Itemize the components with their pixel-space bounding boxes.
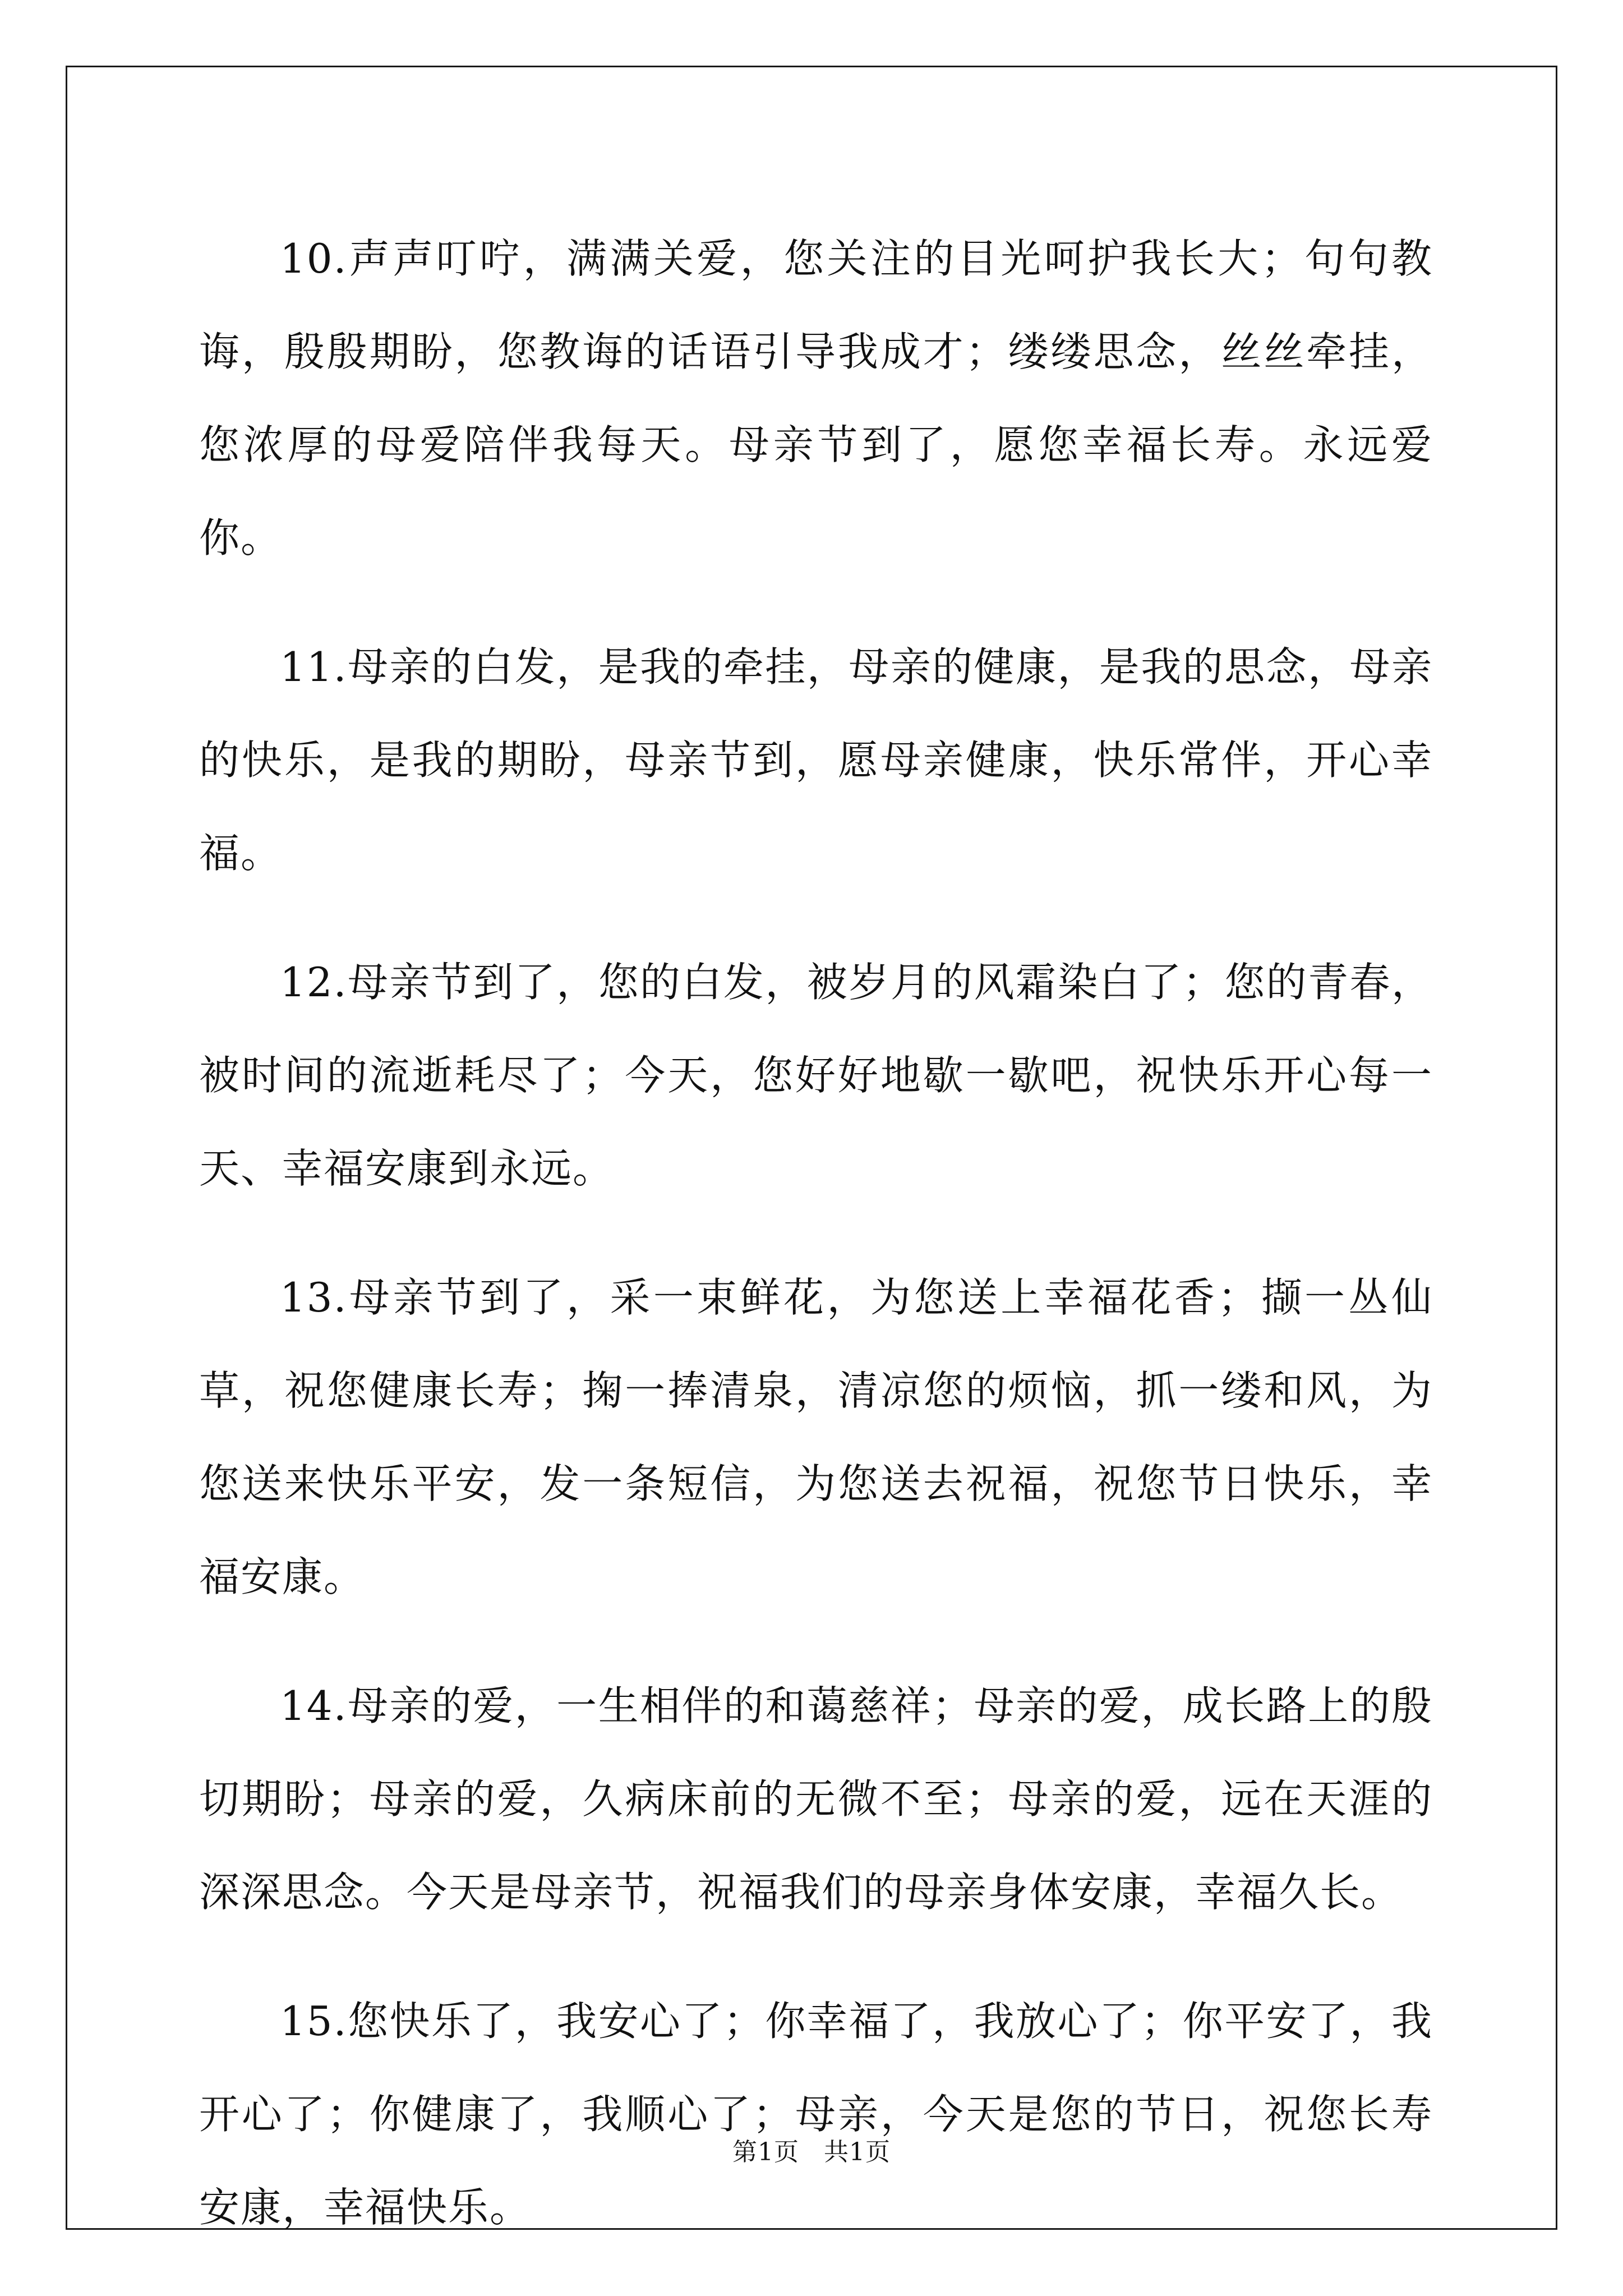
page-number-total: 共1页 <box>824 2138 891 2166</box>
paragraph-11: 11.母亲的白发，是我的牵挂，母亲的健康，是我的思念，母亲的快乐，是我的期盼，母亲节到，愿母亲健康，快乐常伴，开心幸福。 <box>199 643 1433 877</box>
page-number-current: 第1页 <box>732 2138 799 2166</box>
paragraph-14: 14.母亲的爱，一生相伴的和蔼慈祥；母亲的爱，成长路上的殷切期盼；母亲的爱，久病床前的无微不至；母亲的爱，远在天涯的深深思念。今天是母亲节，祝福我们的母亲身体安康，幸福久长。 <box>199 1682 1433 1916</box>
document-body <box>199 212 1433 2290</box>
paragraph-15: 15.您快乐了，我安心了；你幸福了，我放心了；你平安了，我开心了；你健康了，我顺心了；母亲，今天是您的节日，祝您长寿安康，幸福快乐。 <box>199 1998 1433 2231</box>
paragraph-13: 13.母亲节到了，采一束鲜花，为您送上幸福花香；撷一丛仙草，祝您健康长寿；掬一捧清泉，清凉您的烦恼，抓一缕和风，为您送来快乐平安，发一条短信，为您送去祝福，祝您节日快乐，幸福安康。 <box>199 1274 1433 1600</box>
paragraph-10: 10.声声叮咛，满满关爱，您关注的目光呵护我长大；句句教诲，殷殷期盼，您教诲的话语引导我成才；缕缕思念，丝丝牵挂，您浓厚的母爱陪伴我每天。母亲节到了，愿您幸福长寿。永远爱你。 <box>199 235 1433 562</box>
paragraph-12: 12.母亲节到了，您的白发，被岁月的风霜染白了；您的青春，被时间的流逝耗尽了；今天，您好好地歇一歇吧，祝快乐开心每一天、幸福安康到永远。 <box>199 959 1433 1192</box>
page-footer <box>0 2136 1623 2169</box>
